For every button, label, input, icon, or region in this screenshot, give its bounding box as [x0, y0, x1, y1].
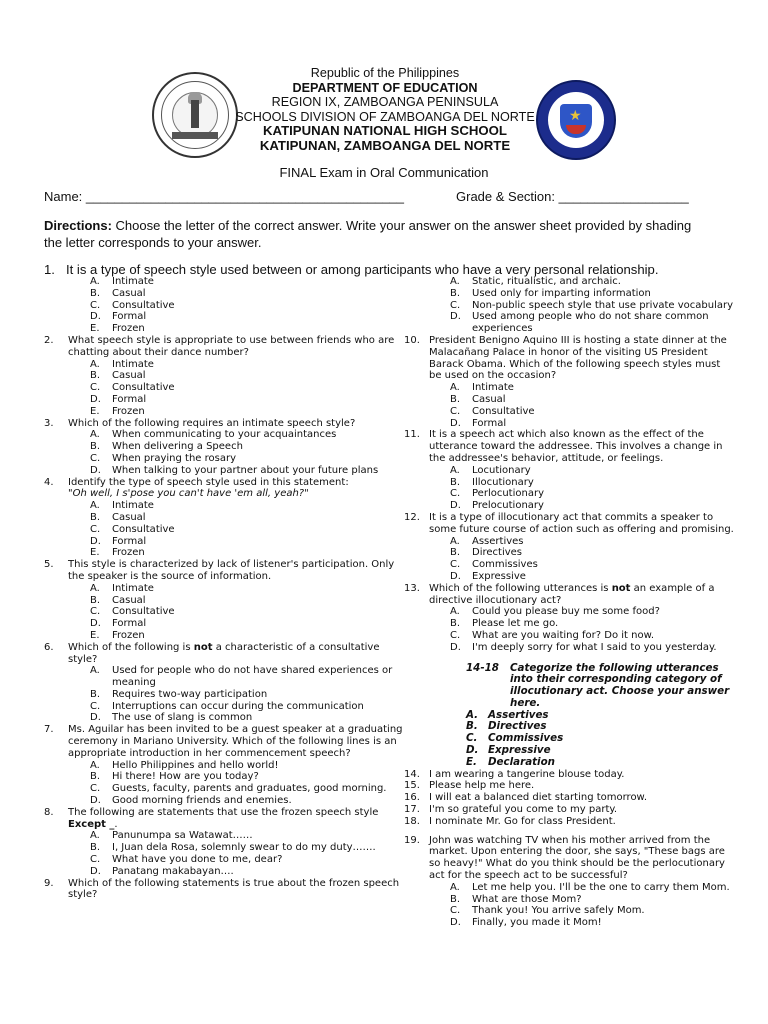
option-letter: B.	[450, 476, 461, 488]
option-letter: A.	[450, 881, 460, 893]
option-text: Please let me go.	[472, 618, 559, 630]
option-text: Let me help you. I'll be the one to carry them Mom.	[472, 881, 730, 893]
option-letter: A.	[90, 429, 100, 441]
option-text: Casual	[112, 511, 146, 523]
options-q11	[450, 465, 734, 512]
categorize-text: Categorize the following utterances into their corresponding category of illocutionary act. Choose your answer here.	[510, 661, 730, 709]
option-text: Hi there! How are you today?	[112, 771, 259, 783]
question-text: President Benigno Aquino III is hosting a state dinner at the Malacañang Palace in honor of the visiting US President Barack Obama. Which of the following speech styles must be used on the occasion?	[429, 334, 727, 382]
question-item	[404, 792, 734, 804]
question-number: 10.	[404, 334, 420, 346]
option-text: Formal	[112, 535, 147, 547]
option-letter: A.	[90, 830, 100, 842]
option-letter: D.	[450, 641, 461, 653]
option-text: Frozen	[112, 629, 145, 641]
option-letter: E.	[90, 405, 100, 417]
option-letter: C.	[450, 405, 461, 417]
option-letter: B.	[90, 594, 101, 606]
answer-option	[90, 712, 404, 724]
question-number: 17.	[404, 804, 420, 816]
question-number: 8.	[44, 806, 54, 818]
options-q5	[90, 583, 404, 642]
question-text-part: Which of the following utterances is	[429, 582, 612, 594]
question-number: 14.	[404, 768, 420, 780]
answer-option	[90, 618, 404, 630]
option-text: When talking to your partner about your future plans	[112, 464, 379, 476]
question-text	[68, 642, 404, 666]
question-number: 3.	[44, 417, 54, 429]
document-header	[150, 66, 620, 154]
option-text: Directives	[472, 547, 522, 559]
option-letter: C.	[450, 488, 461, 500]
right-column	[404, 276, 734, 929]
question-text: It is a speech act which also known as the effect of the utterance toward the addressee. This involves a change in the addressee's behavior, attitude, or feelings.	[429, 429, 723, 464]
option-text: Used among people who do not share common experiences	[472, 311, 709, 335]
question-text: I am wearing a tangerine blouse today.	[429, 768, 625, 780]
option-letter: A.	[466, 708, 479, 721]
option-letter: B.	[90, 370, 101, 382]
question-2	[44, 335, 404, 359]
option-letter: B.	[450, 893, 461, 905]
answer-option	[450, 276, 734, 288]
option-letter: A.	[450, 276, 460, 287]
question-text-part: an example of a directive illocutionary act?	[429, 582, 715, 606]
answer-option	[90, 524, 404, 536]
option-text: Assertives	[472, 535, 524, 547]
question-text: Identify the type of speech style used in this statement:	[68, 476, 349, 488]
answer-option	[450, 642, 734, 654]
question-item	[404, 804, 734, 816]
option-text: Intimate	[112, 276, 154, 287]
answer-option	[90, 323, 404, 335]
question-number: 12.	[404, 511, 420, 523]
answer-option	[450, 536, 734, 548]
header-department: DEPARTMENT OF EDUCATION	[292, 80, 478, 95]
question-text: Which of the following statements is true about the frozen speech style?	[68, 877, 400, 901]
question-number: 6.	[44, 641, 54, 653]
option-text: Locutionary	[472, 464, 531, 476]
option-text: Frozen	[112, 405, 145, 417]
answer-option	[450, 606, 734, 618]
answer-option	[90, 771, 404, 783]
question-number: 2.	[44, 334, 54, 346]
option-text: Expressive	[488, 744, 551, 757]
options-q7	[90, 760, 404, 807]
option-letter: D.	[90, 535, 101, 547]
answer-option	[90, 866, 404, 878]
answer-option	[450, 630, 734, 642]
option-text: Consultative	[112, 299, 175, 311]
option-letter: A.	[450, 382, 460, 394]
options-q9	[450, 276, 734, 335]
option-letter: A.	[90, 276, 100, 287]
answer-option	[450, 618, 734, 630]
answer-option	[90, 441, 404, 453]
question-3	[44, 418, 404, 430]
option-letter: C.	[90, 700, 101, 712]
question-number: 9.	[44, 877, 54, 889]
answer-option	[90, 830, 404, 842]
answer-option	[450, 406, 734, 418]
option-letter: B.	[450, 393, 461, 405]
option-letter: B.	[90, 441, 101, 453]
question-5	[44, 559, 404, 583]
options-q3	[90, 429, 404, 476]
answer-option	[90, 795, 404, 807]
question-number: 13.	[404, 582, 420, 594]
option-text: Consultative	[112, 382, 175, 394]
option-letter: A.	[450, 464, 460, 476]
option-letter: E.	[90, 629, 100, 641]
question-text	[68, 807, 404, 831]
option-text: Assertives	[488, 708, 549, 721]
question-text: What speech style is appropriate to use between friends who are chatting about their dance number?	[68, 334, 395, 358]
option-text: Used for people who do not have shared experiences or meaning	[112, 665, 393, 689]
left-column	[44, 276, 404, 901]
answer-option	[450, 882, 734, 894]
question-text: Ms. Aguilar has been invited to be a guest speaker at a graduating ceremony in Mariano University. Which of the following lines is an appropriate introduction in her commencement speech?	[68, 724, 403, 759]
option-letter: C.	[450, 905, 461, 917]
option-text: Static, ritualistic, and archaic.	[472, 276, 621, 287]
option-text: Consultative	[112, 523, 175, 535]
option-letter: C.	[450, 299, 461, 311]
header-republic: Republic of the Philippines	[310, 66, 460, 80]
question-11	[404, 429, 734, 464]
question-text: It is a type of speech style used between or among participants who have a very personal relationship.	[66, 262, 659, 277]
answer-option	[450, 488, 734, 500]
option-text: Formal	[112, 618, 147, 630]
option-letter: D.	[90, 795, 101, 807]
option-text: What have you done to me, dear?	[112, 854, 283, 866]
question-12	[404, 512, 734, 536]
question-quote: "Oh well, I s'pose you can't have 'em all, yeah?"	[68, 488, 309, 500]
options-q6	[90, 665, 404, 724]
option-letter: B.	[450, 547, 461, 559]
answer-option	[450, 547, 734, 559]
question-item	[404, 769, 734, 781]
question-item	[404, 816, 734, 828]
options-q8	[90, 830, 404, 877]
question-number: 19.	[404, 834, 420, 846]
option-letter: E.	[466, 755, 477, 768]
option-letter: A.	[90, 759, 100, 771]
option-text: Illocutionary	[472, 476, 534, 488]
answer-option	[90, 842, 404, 854]
question-number: 5.	[44, 559, 54, 571]
answer-option	[450, 300, 734, 312]
option-text: Guests, faculty, parents and graduates, good morning.	[112, 783, 387, 795]
option-text: Declaration	[488, 755, 555, 768]
answer-option	[90, 689, 404, 701]
answer-option	[90, 783, 404, 795]
answer-option	[450, 288, 734, 300]
deped-seal-logo: ★	[536, 80, 616, 160]
option-text: When praying the rosary	[112, 452, 237, 464]
answer-option	[450, 394, 734, 406]
option-letter: B.	[466, 720, 478, 733]
option-text: Perlocutionary	[472, 488, 544, 500]
option-letter: C.	[90, 523, 101, 535]
question-emphasis: Except _	[68, 818, 115, 830]
question-text: This style is characterized by lack of listener's participation. Only the speaker is the source of information.	[68, 559, 395, 582]
option-text: Panunumpa sa Watawat……	[112, 830, 253, 842]
option-letter: D.	[450, 500, 461, 512]
options-q4	[90, 500, 404, 559]
question-number: 4.	[44, 476, 54, 488]
option-text: Expressive	[472, 570, 526, 582]
answer-option	[450, 571, 734, 583]
answer-option	[450, 894, 734, 906]
question-text: I will eat a balanced diet starting tomorrow.	[429, 792, 647, 804]
question-text-part: The following are statements that use the frozen speech style	[68, 806, 379, 818]
answer-option	[450, 382, 734, 394]
option-letter: B.	[90, 287, 101, 299]
options-q1	[90, 276, 404, 335]
directions-text: Choose the letter of the correct answer. Write your answer on the answer sheet provided by shading the letter corresponds to your answer.	[44, 218, 692, 250]
option-letter: C.	[450, 559, 461, 571]
option-text: Finally, you made it Mom!	[472, 917, 602, 929]
options-q19	[450, 882, 734, 929]
option-letter: B.	[450, 618, 461, 630]
option-text: Intimate	[472, 382, 514, 394]
header-location: KATIPUNAN, ZAMBOANGA DEL NORTE	[259, 137, 511, 153]
answer-option	[450, 559, 734, 571]
question-13	[404, 583, 734, 607]
option-letter: C.	[90, 606, 101, 618]
option-text: Consultative	[472, 405, 535, 417]
answer-option	[450, 418, 734, 430]
options-q10	[450, 382, 734, 429]
answer-option	[90, 359, 404, 371]
answer-option	[90, 665, 404, 689]
question-item	[404, 780, 734, 792]
option-text: I'm deeply sorry for what I said to you yesterday.	[472, 641, 717, 653]
question-text: It is a type of illocutionary act that commits a speaker to some future course of action such as offering and promising.	[429, 511, 734, 535]
option-letter: A.	[450, 606, 460, 618]
option-text: Casual	[472, 393, 506, 405]
option-text: Intimate	[112, 582, 154, 594]
option-letter: B.	[90, 842, 101, 854]
option-letter: C.	[90, 382, 101, 394]
answer-option	[450, 465, 734, 477]
option-text: Interruptions can occur during the communication	[112, 700, 364, 712]
option-text: Frozen	[112, 547, 145, 559]
option-letter: D.	[90, 712, 101, 724]
option-text: The use of slang is common	[112, 712, 253, 724]
option-text: Casual	[112, 287, 146, 299]
question-number: 15.	[404, 780, 420, 792]
option-letter: D.	[466, 744, 479, 757]
answer-option	[90, 288, 404, 300]
exam-title: FINAL Exam in Oral Communication	[279, 165, 489, 180]
option-text: Could you please buy me some food?	[472, 606, 660, 618]
option-letter: D.	[90, 865, 101, 877]
name-field[interactable]: Name: ____________________________________________	[44, 189, 405, 204]
category-options	[466, 710, 734, 769]
question-number: 11.	[404, 429, 420, 441]
option-letter: C.	[466, 732, 478, 745]
option-text: When delivering a Speech	[112, 441, 243, 453]
answer-option	[466, 757, 734, 769]
option-text: What are those Mom?	[472, 893, 582, 905]
option-letter: A.	[90, 500, 100, 512]
option-text: Casual	[112, 370, 146, 382]
option-text: Formal	[472, 417, 507, 429]
answer-option	[90, 429, 404, 441]
answer-option	[450, 500, 734, 512]
option-text: Intimate	[112, 358, 154, 370]
option-letter: C.	[90, 854, 101, 866]
answer-option	[90, 453, 404, 465]
option-letter: A.	[450, 535, 460, 547]
answer-option	[90, 512, 404, 524]
answer-option	[90, 394, 404, 406]
option-text: When communicating to your acquaintances	[112, 429, 337, 441]
answer-option	[90, 701, 404, 713]
question-text: I nominate Mr. Go for class President.	[429, 815, 616, 827]
answer-option	[90, 760, 404, 772]
question-1	[44, 262, 734, 277]
option-letter: D.	[450, 311, 461, 323]
option-text: Formal	[112, 393, 147, 405]
header-school: KATIPUNAN NATIONAL HIGH SCHOOL	[263, 123, 507, 139]
question-text: Please help me here.	[429, 780, 535, 792]
option-letter: D.	[90, 464, 101, 476]
option-text: Good morning friends and enemies.	[112, 795, 292, 807]
option-text: Directives	[488, 720, 547, 733]
option-text: Non-public speech style that use private vocabulary	[472, 299, 734, 311]
answer-option	[90, 500, 404, 512]
option-letter: B.	[450, 287, 461, 299]
option-text: Thank you! You arrive safely Mom.	[472, 905, 645, 917]
question-emphasis: not	[611, 582, 631, 594]
answer-option	[450, 311, 734, 335]
question-text-part: a characteristic of a consultative style?	[68, 641, 380, 665]
option-letter: A.	[90, 582, 100, 594]
categorize-items	[404, 769, 734, 828]
answer-option	[90, 606, 404, 618]
question-text-part: .	[114, 818, 118, 830]
answer-option	[90, 300, 404, 312]
question-number: 7.	[44, 724, 54, 736]
question-6	[44, 642, 404, 666]
answer-option	[450, 917, 734, 929]
option-text: Frozen	[112, 323, 145, 335]
option-text: Consultative	[112, 606, 175, 618]
option-text: Intimate	[112, 500, 154, 512]
answer-option	[90, 536, 404, 548]
answer-option	[90, 547, 404, 559]
header-division: SCHOOLS DIVISION OF ZAMBOANGA DEL NORTE	[235, 109, 535, 124]
answer-option	[450, 905, 734, 917]
option-letter: E.	[90, 547, 100, 559]
option-text: Prelocutionary	[472, 500, 544, 512]
option-letter: E.	[90, 323, 100, 335]
item-range: 14-18	[466, 661, 499, 674]
option-text: Formal	[112, 311, 147, 323]
answer-option	[90, 630, 404, 642]
option-letter: C.	[450, 629, 461, 641]
option-letter: B.	[90, 511, 101, 523]
question-7	[44, 724, 404, 759]
option-text: Commissives	[472, 559, 538, 571]
question-10	[404, 335, 734, 382]
option-text: Commissives	[488, 732, 564, 745]
answer-option	[90, 382, 404, 394]
option-letter: B.	[90, 771, 101, 783]
answer-option	[90, 370, 404, 382]
answer-option	[90, 465, 404, 477]
option-letter: A.	[90, 358, 100, 370]
option-letter: D.	[90, 618, 101, 630]
answer-option	[90, 854, 404, 866]
answer-option	[90, 583, 404, 595]
option-letter: C.	[90, 299, 101, 311]
question-8	[44, 807, 404, 831]
option-text: Panatang makabayan….	[112, 865, 234, 877]
option-letter: D.	[90, 311, 101, 323]
question-19	[404, 835, 734, 882]
question-text: John was watching TV when his mother arrived from the market. Upon entering the door, she says, "These bags are so heavy!" What do you think should be the perlocutionary act for the speech act to be successful?	[429, 834, 725, 882]
option-letter: B.	[90, 688, 101, 700]
answer-option	[90, 276, 404, 288]
question-number: 16.	[404, 792, 420, 804]
option-text: Hello Philippines and hello world!	[112, 759, 279, 771]
answer-option	[450, 477, 734, 489]
question-text	[429, 583, 734, 607]
option-text: I, Juan dela Rosa, solemnly swear to do my duty…….	[112, 842, 376, 854]
options-q13	[450, 606, 734, 653]
option-letter: D.	[450, 917, 461, 929]
header-region: REGION IX, ZAMBOANGA PENINSULA	[271, 95, 499, 110]
question-number: 1.	[44, 262, 55, 277]
option-letter: A.	[90, 665, 100, 677]
option-letter: C.	[90, 452, 101, 464]
option-letter: C.	[90, 783, 101, 795]
question-text: Which of the following requires an intimate speech style?	[68, 417, 356, 429]
option-letter: D.	[90, 393, 101, 405]
option-text: Used only for imparting information	[472, 287, 651, 299]
question-emphasis: not	[193, 641, 213, 653]
answer-option	[90, 311, 404, 323]
option-letter: D.	[450, 570, 461, 582]
answer-option	[90, 595, 404, 607]
question-text: I'm so grateful you come to my party.	[429, 804, 618, 816]
option-text: Casual	[112, 594, 146, 606]
option-text: What are you waiting for? Do it now.	[472, 629, 655, 641]
directions	[44, 218, 712, 251]
option-letter: D.	[450, 417, 461, 429]
question-number: 18.	[404, 815, 420, 827]
options-q12	[450, 536, 734, 583]
question-4	[44, 477, 404, 501]
question-text-part: Which of the following is	[68, 641, 194, 653]
grade-section-field[interactable]: Grade & Section: __________________	[456, 189, 689, 204]
categorize-instructions	[466, 663, 734, 769]
option-text: Requires two-way participation	[112, 688, 268, 700]
directions-label: Directions:	[44, 218, 112, 233]
answer-option	[90, 406, 404, 418]
question-9	[44, 878, 404, 902]
options-q2	[90, 359, 404, 418]
